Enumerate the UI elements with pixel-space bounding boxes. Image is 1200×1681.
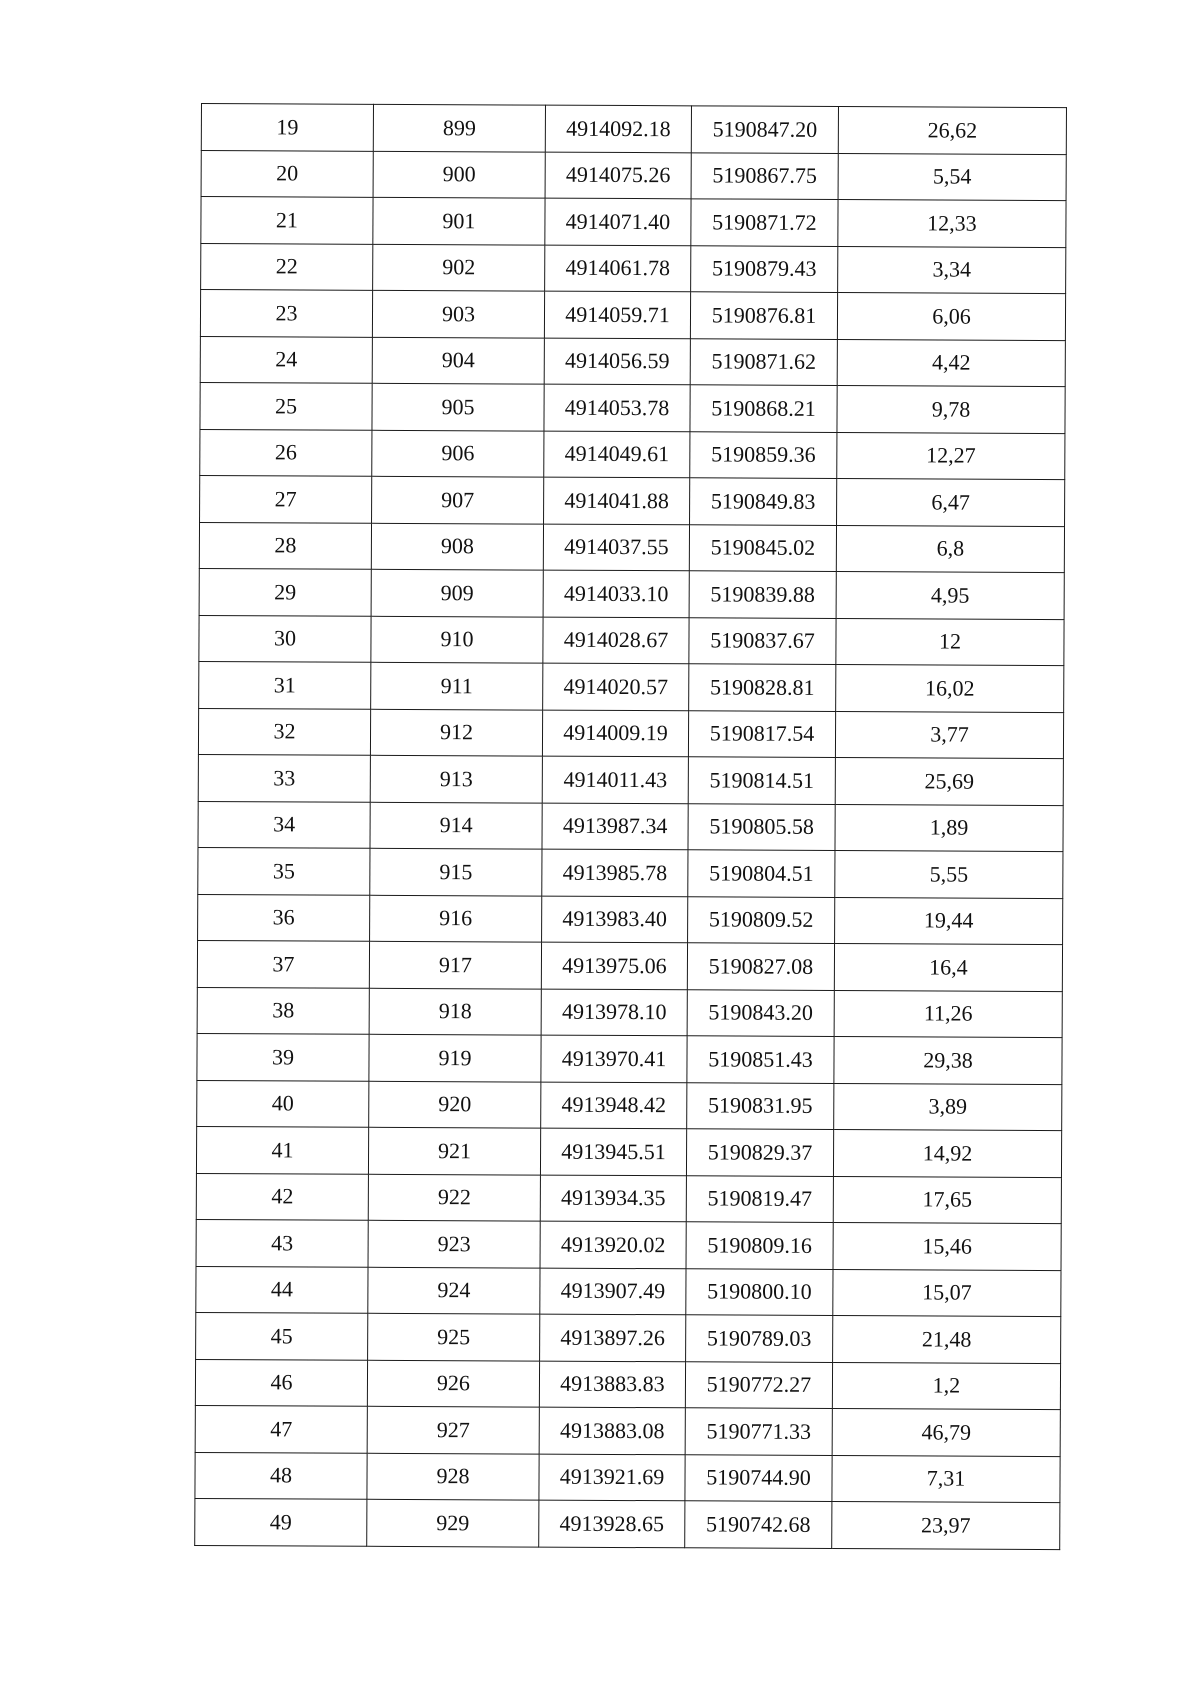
x-coordinate-cell: 4914020.57: [543, 663, 689, 710]
row-number-cell: 42: [196, 1173, 368, 1220]
distance-cell: 6,06: [837, 293, 1065, 341]
x-coordinate-cell: 4914009.19: [542, 710, 688, 757]
x-coordinate-cell: 4914033.10: [543, 570, 689, 617]
y-coordinate-cell: 5190805.58: [688, 803, 835, 850]
table-row: [195, 1359, 1060, 1410]
point-number-cell: 905: [372, 383, 544, 430]
x-coordinate-cell: 4913975.06: [541, 942, 687, 989]
coordinates-table-body: [195, 104, 1067, 1550]
point-number-cell: 912: [370, 709, 542, 756]
table-row: [197, 1080, 1062, 1131]
row-number-cell: 46: [195, 1359, 367, 1406]
row-number-cell: 33: [198, 754, 370, 801]
y-coordinate-cell: 5190839.88: [689, 571, 836, 618]
y-coordinate-cell: 5190867.75: [691, 152, 838, 199]
table-row: [200, 429, 1065, 480]
point-number-cell: 925: [368, 1313, 540, 1360]
row-number-cell: 43: [196, 1219, 368, 1266]
row-number-cell: 32: [198, 708, 370, 755]
y-coordinate-cell: 5190742.68: [685, 1501, 832, 1548]
row-number-cell: 37: [197, 940, 369, 987]
x-coordinate-cell: 4913921.69: [539, 1454, 685, 1501]
row-number-cell: 21: [201, 197, 373, 244]
y-coordinate-cell: 5190837.67: [689, 617, 836, 664]
x-coordinate-cell: 4914061.78: [545, 245, 691, 292]
table-row: [201, 150, 1066, 201]
y-coordinate-cell: 5190851.43: [687, 1036, 834, 1083]
table-row: [200, 475, 1065, 526]
point-number-cell: 908: [371, 523, 543, 570]
distance-cell: 5,54: [838, 153, 1066, 201]
y-coordinate-cell: 5190879.43: [691, 245, 838, 292]
table-row: [199, 522, 1064, 573]
x-coordinate-cell: 4914049.61: [544, 431, 690, 478]
y-coordinate-cell: 5190845.02: [689, 524, 836, 571]
table-row: [201, 243, 1066, 294]
distance-cell: 12: [836, 618, 1064, 666]
row-number-cell: 36: [198, 894, 370, 941]
y-coordinate-cell: 5190829.37: [686, 1129, 833, 1176]
table-row: [198, 894, 1063, 945]
table-row: [198, 801, 1063, 852]
row-number-cell: 38: [197, 987, 369, 1034]
row-number-cell: 22: [201, 243, 373, 290]
x-coordinate-cell: 4914071.40: [545, 198, 691, 245]
table-row: [198, 847, 1063, 898]
distance-cell: 3,89: [834, 1083, 1062, 1131]
row-number-cell: 23: [200, 290, 372, 337]
x-coordinate-cell: 4913934.35: [540, 1175, 686, 1222]
point-number-cell: 923: [368, 1220, 540, 1267]
table-row: [196, 1219, 1061, 1270]
x-coordinate-cell: 4913883.83: [539, 1361, 685, 1408]
distance-cell: 46,79: [832, 1408, 1060, 1456]
row-number-cell: 30: [199, 615, 371, 662]
row-number-cell: 34: [198, 801, 370, 848]
point-number-cell: 926: [367, 1360, 539, 1407]
x-coordinate-cell: 4913983.40: [542, 896, 688, 943]
distance-cell: 29,38: [834, 1036, 1062, 1084]
y-coordinate-cell: 5190789.03: [686, 1315, 833, 1362]
y-coordinate-cell: 5190819.47: [686, 1175, 833, 1222]
distance-cell: 25,69: [835, 757, 1063, 805]
x-coordinate-cell: 4913920.02: [540, 1221, 686, 1268]
y-coordinate-cell: 5190814.51: [688, 757, 835, 804]
x-coordinate-cell: 4914075.26: [545, 152, 691, 199]
point-number-cell: 924: [368, 1267, 540, 1314]
distance-cell: 7,31: [832, 1455, 1060, 1503]
table-row: [200, 336, 1065, 387]
distance-cell: 23,97: [832, 1501, 1060, 1549]
row-number-cell: 29: [199, 568, 371, 615]
x-coordinate-cell: 4914059.71: [544, 291, 690, 338]
y-coordinate-cell: 5190871.62: [690, 338, 837, 385]
point-number-cell: 927: [367, 1406, 539, 1453]
row-number-cell: 20: [201, 150, 373, 197]
point-number-cell: 919: [369, 1034, 541, 1081]
row-number-cell: 31: [199, 661, 371, 708]
table-row: [201, 197, 1066, 248]
x-coordinate-cell: 4914041.88: [544, 477, 690, 524]
y-coordinate-cell: 5190828.81: [689, 664, 836, 711]
x-coordinate-cell: 4913907.49: [540, 1268, 686, 1315]
row-number-cell: 39: [197, 1033, 369, 1080]
distance-cell: 9,78: [837, 386, 1065, 434]
row-number-cell: 48: [195, 1452, 367, 1499]
x-coordinate-cell: 4913945.51: [540, 1128, 686, 1175]
point-number-cell: 899: [373, 104, 545, 151]
distance-cell: 15,46: [833, 1222, 1061, 1270]
distance-cell: 16,4: [834, 943, 1062, 991]
point-number-cell: 916: [370, 895, 542, 942]
x-coordinate-cell: 4914028.67: [543, 617, 689, 664]
row-number-cell: 24: [200, 336, 372, 383]
point-number-cell: 902: [373, 244, 545, 291]
distance-cell: 1,2: [832, 1362, 1060, 1410]
distance-cell: 14,92: [833, 1129, 1061, 1177]
y-coordinate-cell: 5190800.10: [686, 1268, 833, 1315]
distance-cell: 4,42: [837, 339, 1065, 387]
table-row: [201, 104, 1066, 155]
y-coordinate-cell: 5190817.54: [688, 710, 835, 757]
y-coordinate-cell: 5190859.36: [690, 431, 837, 478]
table-row: [200, 290, 1065, 341]
table-row: [197, 987, 1062, 1038]
distance-cell: 3,77: [835, 711, 1063, 759]
point-number-cell: 921: [368, 1127, 540, 1174]
y-coordinate-cell: 5190827.08: [687, 943, 834, 990]
point-number-cell: 900: [373, 151, 545, 198]
point-number-cell: 910: [371, 616, 543, 663]
distance-cell: 17,65: [833, 1176, 1061, 1224]
y-coordinate-cell: 5190849.83: [690, 478, 837, 525]
point-number-cell: 911: [371, 662, 543, 709]
distance-cell: 12,33: [838, 200, 1066, 248]
point-number-cell: 904: [372, 337, 544, 384]
y-coordinate-cell: 5190809.52: [688, 896, 835, 943]
x-coordinate-cell: 4914037.55: [543, 524, 689, 571]
table-row: [197, 1033, 1062, 1084]
table-row: [195, 1405, 1060, 1456]
row-number-cell: 45: [196, 1312, 368, 1359]
distance-cell: 3,34: [838, 246, 1066, 294]
row-number-cell: 28: [199, 522, 371, 569]
x-coordinate-cell: 4914011.43: [542, 756, 688, 803]
table-row: [199, 615, 1064, 666]
table-row: [199, 568, 1064, 619]
row-number-cell: 26: [200, 429, 372, 476]
table-row: [195, 1498, 1060, 1549]
distance-cell: 12,27: [837, 432, 1065, 480]
point-number-cell: 903: [372, 290, 544, 337]
distance-cell: 6,8: [836, 525, 1064, 573]
x-coordinate-cell: 4914056.59: [544, 338, 690, 385]
table-row: [197, 940, 1062, 991]
y-coordinate-cell: 5190831.95: [687, 1082, 834, 1129]
point-number-cell: 907: [372, 476, 544, 523]
row-number-cell: 44: [196, 1266, 368, 1313]
x-coordinate-cell: 4913897.26: [540, 1314, 686, 1361]
row-number-cell: 27: [200, 475, 372, 522]
table-row: [195, 1452, 1060, 1503]
table-row: [196, 1266, 1061, 1317]
row-number-cell: 40: [197, 1080, 369, 1127]
row-number-cell: 47: [195, 1405, 367, 1452]
point-number-cell: 922: [368, 1174, 540, 1221]
point-number-cell: 901: [373, 197, 545, 244]
x-coordinate-cell: 4913928.65: [539, 1500, 685, 1547]
distance-cell: 6,47: [837, 479, 1065, 527]
row-number-cell: 41: [196, 1126, 368, 1173]
point-number-cell: 909: [371, 569, 543, 616]
x-coordinate-cell: 4913978.10: [541, 989, 687, 1036]
table-row: [198, 754, 1063, 805]
distance-cell: 1,89: [835, 804, 1063, 852]
x-coordinate-cell: 4913985.78: [542, 849, 688, 896]
distance-cell: 15,07: [833, 1269, 1061, 1317]
table-row: [200, 382, 1065, 433]
table-row: [198, 708, 1063, 759]
x-coordinate-cell: 4914092.18: [545, 105, 691, 152]
x-coordinate-cell: 4913883.08: [539, 1407, 685, 1454]
y-coordinate-cell: 5190771.33: [685, 1408, 832, 1455]
table-row: [196, 1312, 1061, 1363]
point-number-cell: 913: [370, 755, 542, 802]
point-number-cell: 917: [369, 941, 541, 988]
distance-cell: 19,44: [835, 897, 1063, 945]
table-row: [196, 1173, 1061, 1224]
x-coordinate-cell: 4913970.41: [541, 1035, 687, 1082]
distance-cell: 4,95: [836, 571, 1064, 619]
y-coordinate-cell: 5190772.27: [685, 1361, 832, 1408]
row-number-cell: 35: [198, 847, 370, 894]
point-number-cell: 929: [367, 1499, 539, 1546]
y-coordinate-cell: 5190744.90: [685, 1454, 832, 1501]
y-coordinate-cell: 5190843.20: [687, 989, 834, 1036]
distance-cell: 26,62: [838, 107, 1066, 155]
table-row: [199, 661, 1064, 712]
x-coordinate-cell: 4914053.78: [544, 384, 690, 431]
point-number-cell: 915: [370, 848, 542, 895]
y-coordinate-cell: 5190868.21: [690, 385, 837, 432]
point-number-cell: 918: [369, 988, 541, 1035]
distance-cell: 16,02: [836, 664, 1064, 712]
distance-cell: 21,48: [833, 1315, 1061, 1363]
x-coordinate-cell: 4913948.42: [541, 1082, 687, 1129]
row-number-cell: 25: [200, 382, 372, 429]
y-coordinate-cell: 5190804.51: [688, 850, 835, 897]
point-number-cell: 914: [370, 802, 542, 849]
y-coordinate-cell: 5190847.20: [691, 106, 838, 153]
y-coordinate-cell: 5190871.72: [691, 199, 838, 246]
coordinates-table: [194, 103, 1067, 1550]
table-row: [196, 1126, 1061, 1177]
distance-cell: 5,55: [835, 850, 1063, 898]
point-number-cell: 906: [372, 430, 544, 477]
row-number-cell: 49: [195, 1498, 367, 1545]
point-number-cell: 920: [369, 1081, 541, 1128]
row-number-cell: 19: [201, 104, 373, 151]
y-coordinate-cell: 5190809.16: [686, 1222, 833, 1269]
distance-cell: 11,26: [834, 990, 1062, 1038]
y-coordinate-cell: 5190876.81: [690, 292, 837, 339]
x-coordinate-cell: 4913987.34: [542, 803, 688, 850]
point-number-cell: 928: [367, 1453, 539, 1500]
